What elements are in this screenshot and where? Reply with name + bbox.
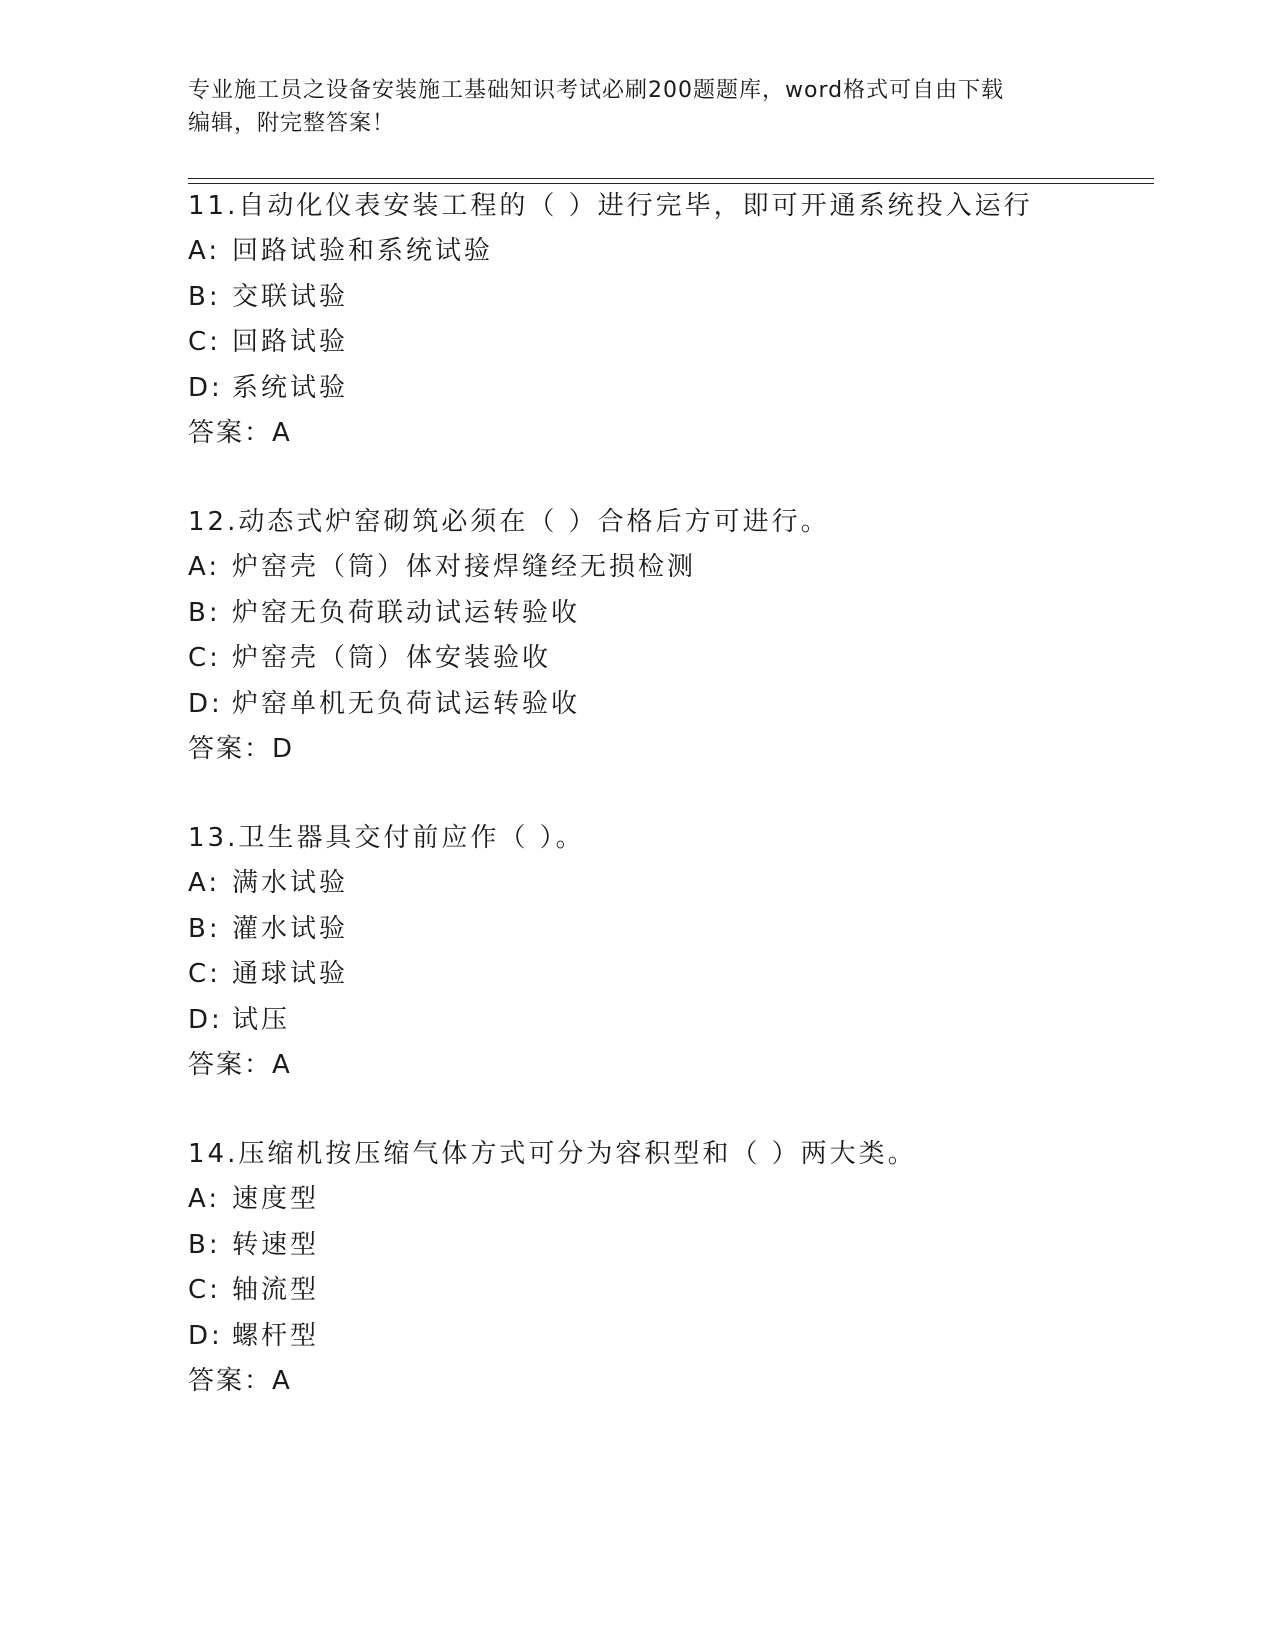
option-text: 回路试验和系统试验 — [232, 236, 494, 266]
option-b — [188, 275, 1188, 321]
option-a — [188, 1177, 1188, 1223]
option-letter: B: — [188, 281, 221, 312]
option-d — [188, 366, 1188, 412]
option-b — [188, 907, 1188, 953]
option-letter: A: — [188, 236, 221, 266]
option-d — [188, 682, 1188, 728]
option-text: 试压 — [232, 1004, 291, 1035]
option-a — [188, 229, 1188, 275]
question-13 — [188, 816, 1188, 1088]
option-letter: D: — [188, 1320, 223, 1351]
option-letter: A: — [188, 868, 221, 898]
question-stem: 14.压缩机按压缩气体方式可分为容积型和（ ）两大类。 — [188, 1139, 917, 1169]
document-header — [188, 74, 1068, 140]
option-a — [188, 545, 1188, 591]
option-c — [188, 952, 1188, 998]
option-text: 螺杆型 — [232, 1320, 320, 1351]
option-c — [188, 320, 1188, 366]
option-letter: C: — [188, 959, 221, 989]
option-text: 炉窑单机无负荷试运转验收 — [232, 688, 581, 719]
option-letter: B: — [188, 913, 221, 944]
option-letter: A: — [188, 552, 221, 582]
question-stem: 13.卫生器具交付前应作（ ）。 — [188, 823, 585, 853]
option-letter: A: — [188, 1184, 221, 1214]
option-letter: D: — [188, 688, 223, 719]
option-d — [188, 998, 1188, 1044]
question-stem: 11.自动化仪表安装工程的（ ）进行完毕，即可开通系统投入运行 — [188, 191, 1033, 221]
option-text: 速度型 — [232, 1184, 320, 1214]
option-b — [188, 591, 1188, 637]
option-text: 灌水试验 — [232, 913, 349, 944]
option-a — [188, 861, 1188, 907]
option-text: 交联试验 — [232, 281, 349, 312]
answer-line: 答案：A — [188, 1366, 292, 1396]
option-letter: C: — [188, 643, 221, 673]
option-c — [188, 1268, 1188, 1314]
answer-line: 答案：D — [188, 734, 295, 764]
option-text: 回路试验 — [232, 327, 349, 357]
answer-line: 答案：A — [188, 1050, 292, 1080]
answer-line: 答案：A — [188, 418, 292, 448]
option-text: 通球试验 — [232, 959, 349, 989]
option-text: 系统试验 — [232, 372, 349, 403]
question-12 — [188, 500, 1188, 772]
option-letter: C: — [188, 1275, 221, 1305]
question-stem: 12.动态式炉窑砌筑必须在（ ）合格后方可进行。 — [188, 507, 830, 537]
option-letter: D: — [188, 372, 223, 403]
option-b — [188, 1223, 1188, 1269]
option-letter: B: — [188, 597, 221, 628]
option-letter: B: — [188, 1229, 221, 1260]
option-d — [188, 1314, 1188, 1360]
option-text: 炉窑壳（筒）体对接焊缝经无损检测 — [232, 552, 697, 582]
question-11 — [188, 184, 1188, 456]
option-letter: C: — [188, 327, 221, 357]
question-14 — [188, 1132, 1188, 1404]
option-text: 炉窑壳（筒）体安装验收 — [232, 643, 552, 673]
header-divider-top — [188, 178, 1154, 179]
option-text: 满水试验 — [232, 868, 349, 898]
option-text: 炉窑无负荷联动试运转验收 — [232, 597, 581, 628]
option-c — [188, 636, 1188, 682]
option-text: 转速型 — [232, 1229, 320, 1260]
header-line-1: 专业施工员之设备安装施工基础知识考试必刷200题题库，word格式可自由下载 — [188, 78, 1005, 103]
header-line-2: 编辑，附完整答案！ — [188, 111, 396, 136]
option-text: 轴流型 — [232, 1275, 320, 1305]
option-letter: D: — [188, 1004, 223, 1035]
